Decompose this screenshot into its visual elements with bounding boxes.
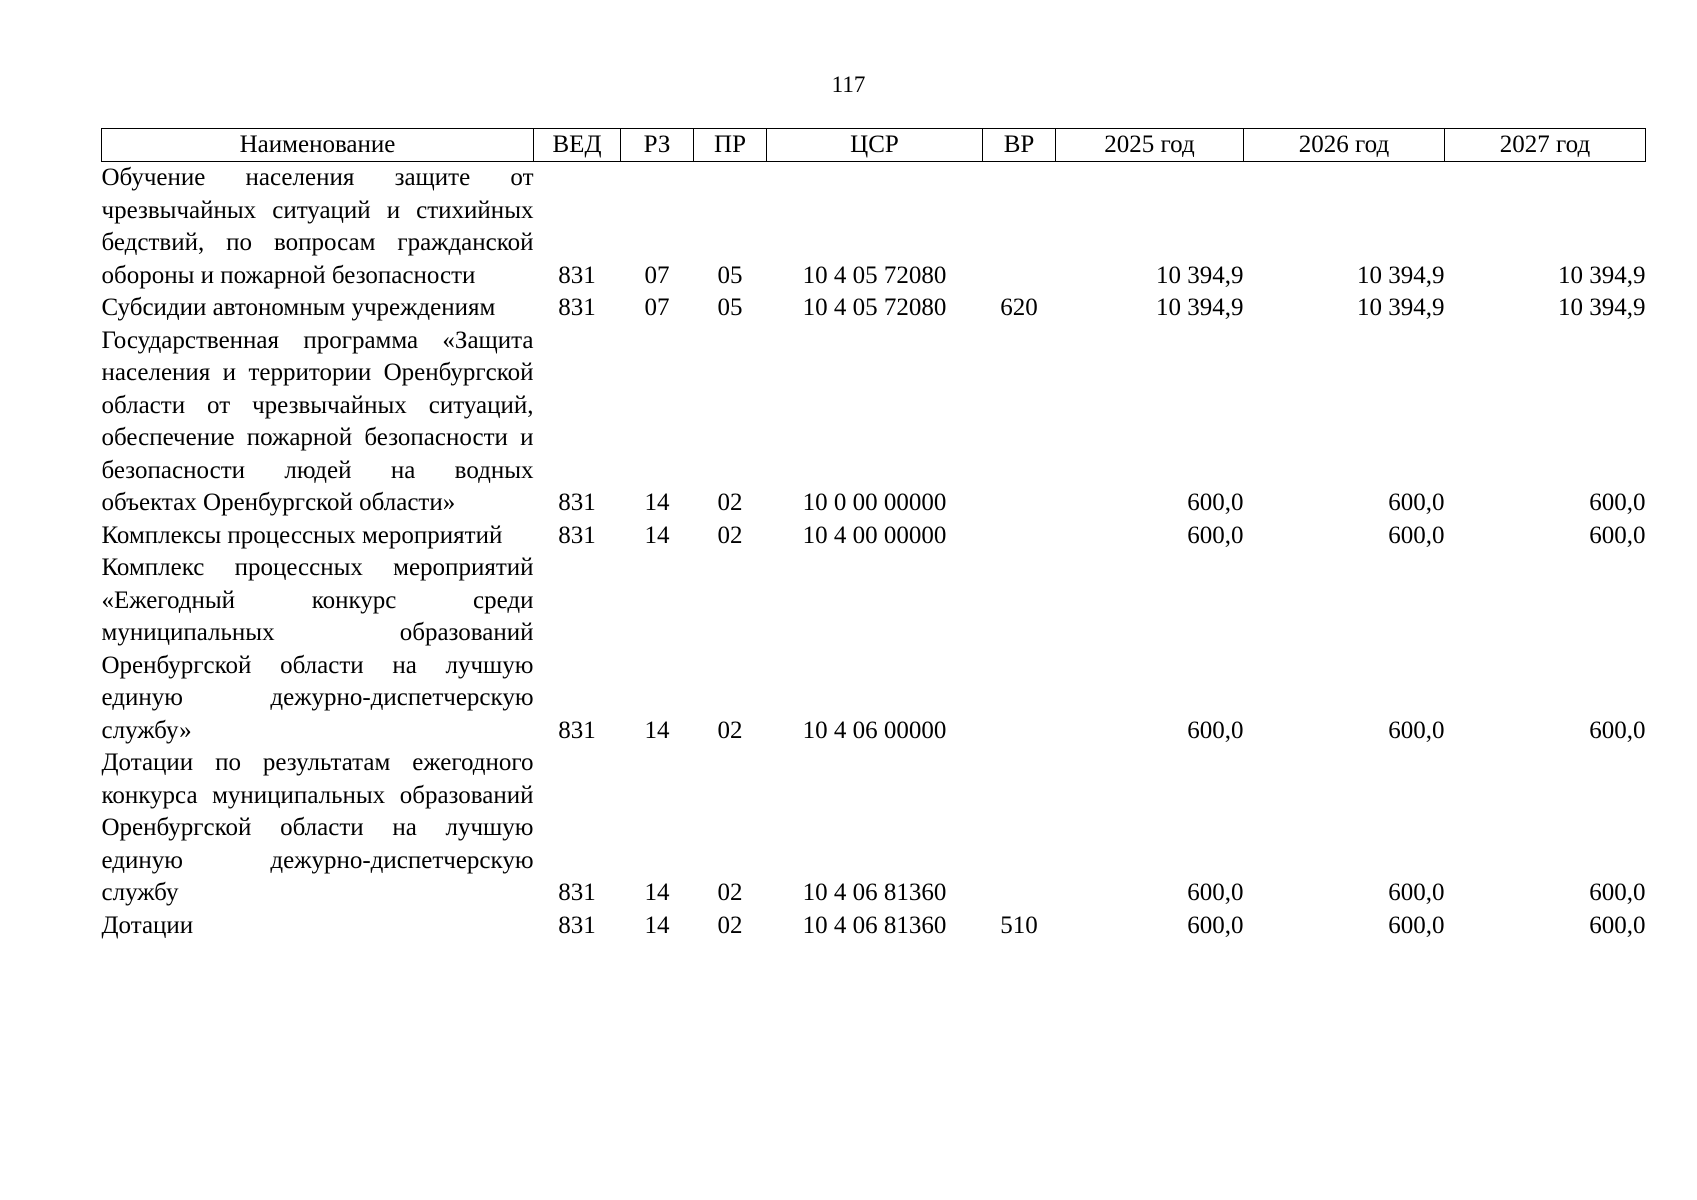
- row-csr: 10 4 06 81360: [802, 879, 947, 906]
- row-ved: 831: [558, 521, 596, 549]
- row-2027: 600,0: [1589, 879, 1646, 906]
- row-csr: 10 4 05 72080: [802, 294, 947, 321]
- row-2027: 10 394,9: [1558, 294, 1646, 321]
- row-ved: 831: [558, 489, 596, 516]
- row-rz: 14: [644, 911, 670, 939]
- header-ved: ВЕД: [534, 129, 621, 162]
- row-name: Комплексы процессных мероприятий: [101, 521, 503, 549]
- row-name: Дотации: [101, 911, 194, 939]
- row-vr: [983, 552, 1056, 747]
- table-header-row: [102, 129, 1646, 162]
- row-ved: 831: [558, 911, 596, 939]
- page-number: 117: [831, 72, 866, 97]
- header-rz: РЗ: [621, 129, 694, 162]
- row-name: Субсидии автономным учреждениям: [101, 294, 496, 321]
- table-row: [102, 552, 1646, 747]
- header-2025: 2025 год: [1056, 129, 1244, 162]
- row-vr: [983, 747, 1056, 910]
- table-row: [102, 747, 1646, 910]
- row-2025: 600,0: [1187, 489, 1244, 516]
- row-2026: 600,0: [1388, 911, 1445, 939]
- row-2025: 600,0: [1187, 521, 1244, 549]
- row-2027: 600,0: [1589, 716, 1646, 744]
- header-csr: ЦСР: [767, 129, 983, 162]
- row-2026: 600,0: [1388, 716, 1445, 744]
- row-vr: 510: [1000, 911, 1038, 939]
- row-2027: 10 394,9: [1558, 261, 1646, 289]
- row-pr: 02: [717, 911, 743, 939]
- row-2025: 600,0: [1187, 879, 1244, 906]
- table-row: [102, 292, 1646, 325]
- row-2026: 10 394,9: [1357, 294, 1445, 321]
- row-2025: 10 394,9: [1156, 294, 1244, 321]
- row-pr: 02: [717, 521, 743, 549]
- row-2025: 600,0: [1187, 911, 1244, 939]
- row-ved: 831: [558, 294, 596, 321]
- row-vr: [983, 162, 1056, 293]
- row-name: Дотации по результатам ежегодного конкурса муниципальных образований Оренбургской области на лучшую единую дежурно-диспетчерскую службу: [101, 749, 534, 906]
- row-csr: 10 4 05 72080: [802, 261, 947, 289]
- row-csr: 10 4 06 00000: [802, 716, 947, 744]
- row-2027: 600,0: [1589, 489, 1646, 516]
- row-rz: 14: [644, 521, 670, 549]
- row-2026: 600,0: [1388, 489, 1445, 516]
- header-vr: ВР: [983, 129, 1056, 162]
- table-row: [102, 910, 1646, 943]
- row-rz: 14: [644, 716, 670, 744]
- row-ved: 831: [558, 716, 596, 744]
- row-pr: 02: [717, 716, 743, 744]
- row-pr: 02: [717, 879, 743, 906]
- table-row: [102, 520, 1646, 553]
- row-rz: 07: [644, 261, 670, 289]
- row-2025: 600,0: [1187, 716, 1244, 744]
- row-name: Комплекс процессных мероприятий «Ежегодный конкурс среди муниципальных образований Оренбургской области на лучшую единую дежурно-диспетчерскую службу»: [101, 554, 534, 744]
- header-name: Наименование: [102, 129, 534, 162]
- row-name: Обучение населения защите от чрезвычайных ситуаций и стихийных бедствий, по вопросам гражданской обороны и пожарной безопасности: [101, 164, 534, 289]
- row-2026: 10 394,9: [1357, 261, 1445, 289]
- row-pr: 02: [717, 489, 743, 516]
- row-rz: 14: [644, 879, 670, 906]
- row-rz: 07: [644, 294, 670, 321]
- row-2027: 600,0: [1589, 911, 1646, 939]
- header-pr: ПР: [694, 129, 767, 162]
- row-2026: 600,0: [1388, 879, 1445, 906]
- header-2027: 2027 год: [1445, 129, 1646, 162]
- row-csr: 10 4 00 00000: [802, 521, 947, 549]
- table-row: [102, 162, 1646, 293]
- table-row: [102, 325, 1646, 520]
- row-rz: 14: [644, 489, 670, 516]
- row-2027: 600,0: [1589, 521, 1646, 549]
- row-csr: 10 0 00 00000: [802, 489, 947, 516]
- row-vr: [983, 325, 1056, 520]
- row-vr: 620: [1000, 294, 1038, 321]
- row-2025: 10 394,9: [1156, 261, 1244, 289]
- row-pr: 05: [717, 294, 743, 321]
- row-ved: 831: [558, 261, 596, 289]
- row-ved: 831: [558, 879, 596, 906]
- row-name: Государственная программа «Защита населения и территории Оренбургской области от чрезвычайных ситуаций, обеспечение пожарной безопасности и безопасности людей на водных объектах Оренбургской области»: [101, 326, 534, 516]
- header-2026: 2026 год: [1244, 129, 1445, 162]
- budget-table: [101, 128, 1646, 942]
- row-vr: [983, 520, 1056, 553]
- row-2026: 600,0: [1388, 521, 1445, 549]
- row-csr: 10 4 06 81360: [802, 911, 947, 939]
- row-pr: 05: [717, 261, 743, 289]
